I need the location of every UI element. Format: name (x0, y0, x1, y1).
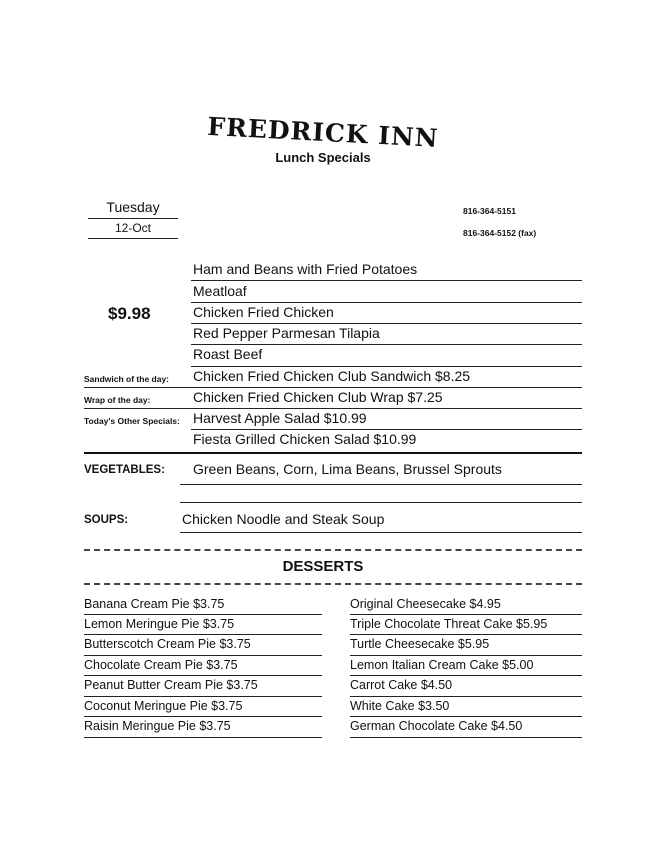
row-divider (84, 655, 322, 656)
row-divider (191, 429, 582, 430)
dessert-item: Chocolate Cream Pie $3.75 (84, 658, 238, 672)
section-divider (84, 452, 582, 454)
dessert-item: Coconut Meringue Pie $3.75 (84, 699, 243, 713)
special-item: Ham and Beans with Fried Potatoes (193, 261, 418, 277)
dessert-item: Lemon Italian Cream Cake $5.00 (350, 658, 534, 672)
row-divider (84, 408, 582, 409)
row-divider (180, 502, 582, 503)
dessert-item: Triple Chocolate Threat Cake $5.95 (350, 617, 548, 631)
row-divider (191, 344, 582, 345)
menu-subtitle: Lunch Specials (275, 150, 371, 165)
row-divider (350, 716, 582, 717)
wrap-label: Wrap of the day: (84, 395, 151, 405)
row-divider (84, 634, 322, 635)
vegetables-label: VEGETABLES: (84, 464, 165, 476)
dessert-item: Original Cheesecake $4.95 (350, 597, 501, 611)
day-of-week: Tuesday (106, 199, 160, 215)
dessert-item: Raisin Meringue Pie $3.75 (84, 719, 231, 733)
row-divider (350, 737, 582, 738)
special-item: Red Pepper Parmesan Tilapia (193, 325, 380, 341)
sandwich-of-the-day: Chicken Fried Chicken Club Sandwich $8.25 (193, 368, 471, 384)
row-divider (350, 634, 582, 635)
row-divider (84, 614, 322, 615)
row-divider (191, 302, 582, 303)
dessert-item: Banana Cream Pie $3.75 (84, 597, 225, 611)
dashed-divider (84, 549, 582, 551)
dessert-item: White Cake $3.50 (350, 699, 450, 713)
dessert-item: Peanut Butter Cream Pie $3.75 (84, 678, 258, 692)
day-divider (88, 218, 178, 219)
row-divider (191, 366, 582, 367)
row-divider (84, 737, 322, 738)
menu-date: 12-Oct (114, 221, 151, 235)
other-special-item: Harvest Apple Salad $10.99 (193, 410, 367, 426)
soups-label: SOUPS: (84, 514, 129, 526)
dessert-item: Turtle Cheesecake $5.95 (350, 637, 490, 651)
phone-number: 816-364-5151 (463, 206, 516, 216)
row-divider (350, 614, 582, 615)
row-divider (84, 716, 322, 717)
row-divider (191, 323, 582, 324)
dessert-item: Lemon Meringue Pie $3.75 (84, 617, 235, 631)
desserts-heading: DESSERTS (282, 558, 364, 575)
row-divider (84, 387, 582, 388)
date-divider (88, 238, 178, 239)
sandwich-label: Sandwich of the day: (84, 374, 170, 384)
row-divider (84, 675, 322, 676)
row-divider (350, 655, 582, 656)
special-item: Meatloaf (193, 283, 247, 299)
fax-number: 816-364-5152 (fax) (463, 228, 537, 238)
vegetables-list: Green Beans, Corn, Lima Beans, Brussel Sprouts (193, 461, 502, 477)
row-divider (191, 280, 582, 281)
restaurant-title: FREDRICK INN (206, 111, 440, 154)
row-divider (180, 484, 582, 485)
wrap-of-the-day: Chicken Fried Chicken Club Wrap $7.25 (193, 389, 443, 405)
row-divider (350, 675, 582, 676)
soups-list: Chicken Noodle and Steak Soup (182, 511, 385, 527)
dessert-item: Butterscotch Cream Pie $3.75 (84, 637, 251, 651)
row-divider (180, 532, 582, 533)
row-divider (350, 696, 582, 697)
dessert-item: Carrot Cake $4.50 (350, 678, 453, 692)
special-item: Roast Beef (193, 346, 263, 362)
specials-price: $9.98 (108, 304, 151, 323)
special-item: Chicken Fried Chicken (193, 304, 334, 320)
row-divider (84, 696, 322, 697)
other-special-item: Fiesta Grilled Chicken Salad $10.99 (193, 431, 417, 447)
other-specials-label: Today's Other Specials: (84, 416, 180, 426)
dessert-item: German Chocolate Cake $4.50 (350, 719, 523, 733)
dashed-divider (84, 583, 582, 585)
